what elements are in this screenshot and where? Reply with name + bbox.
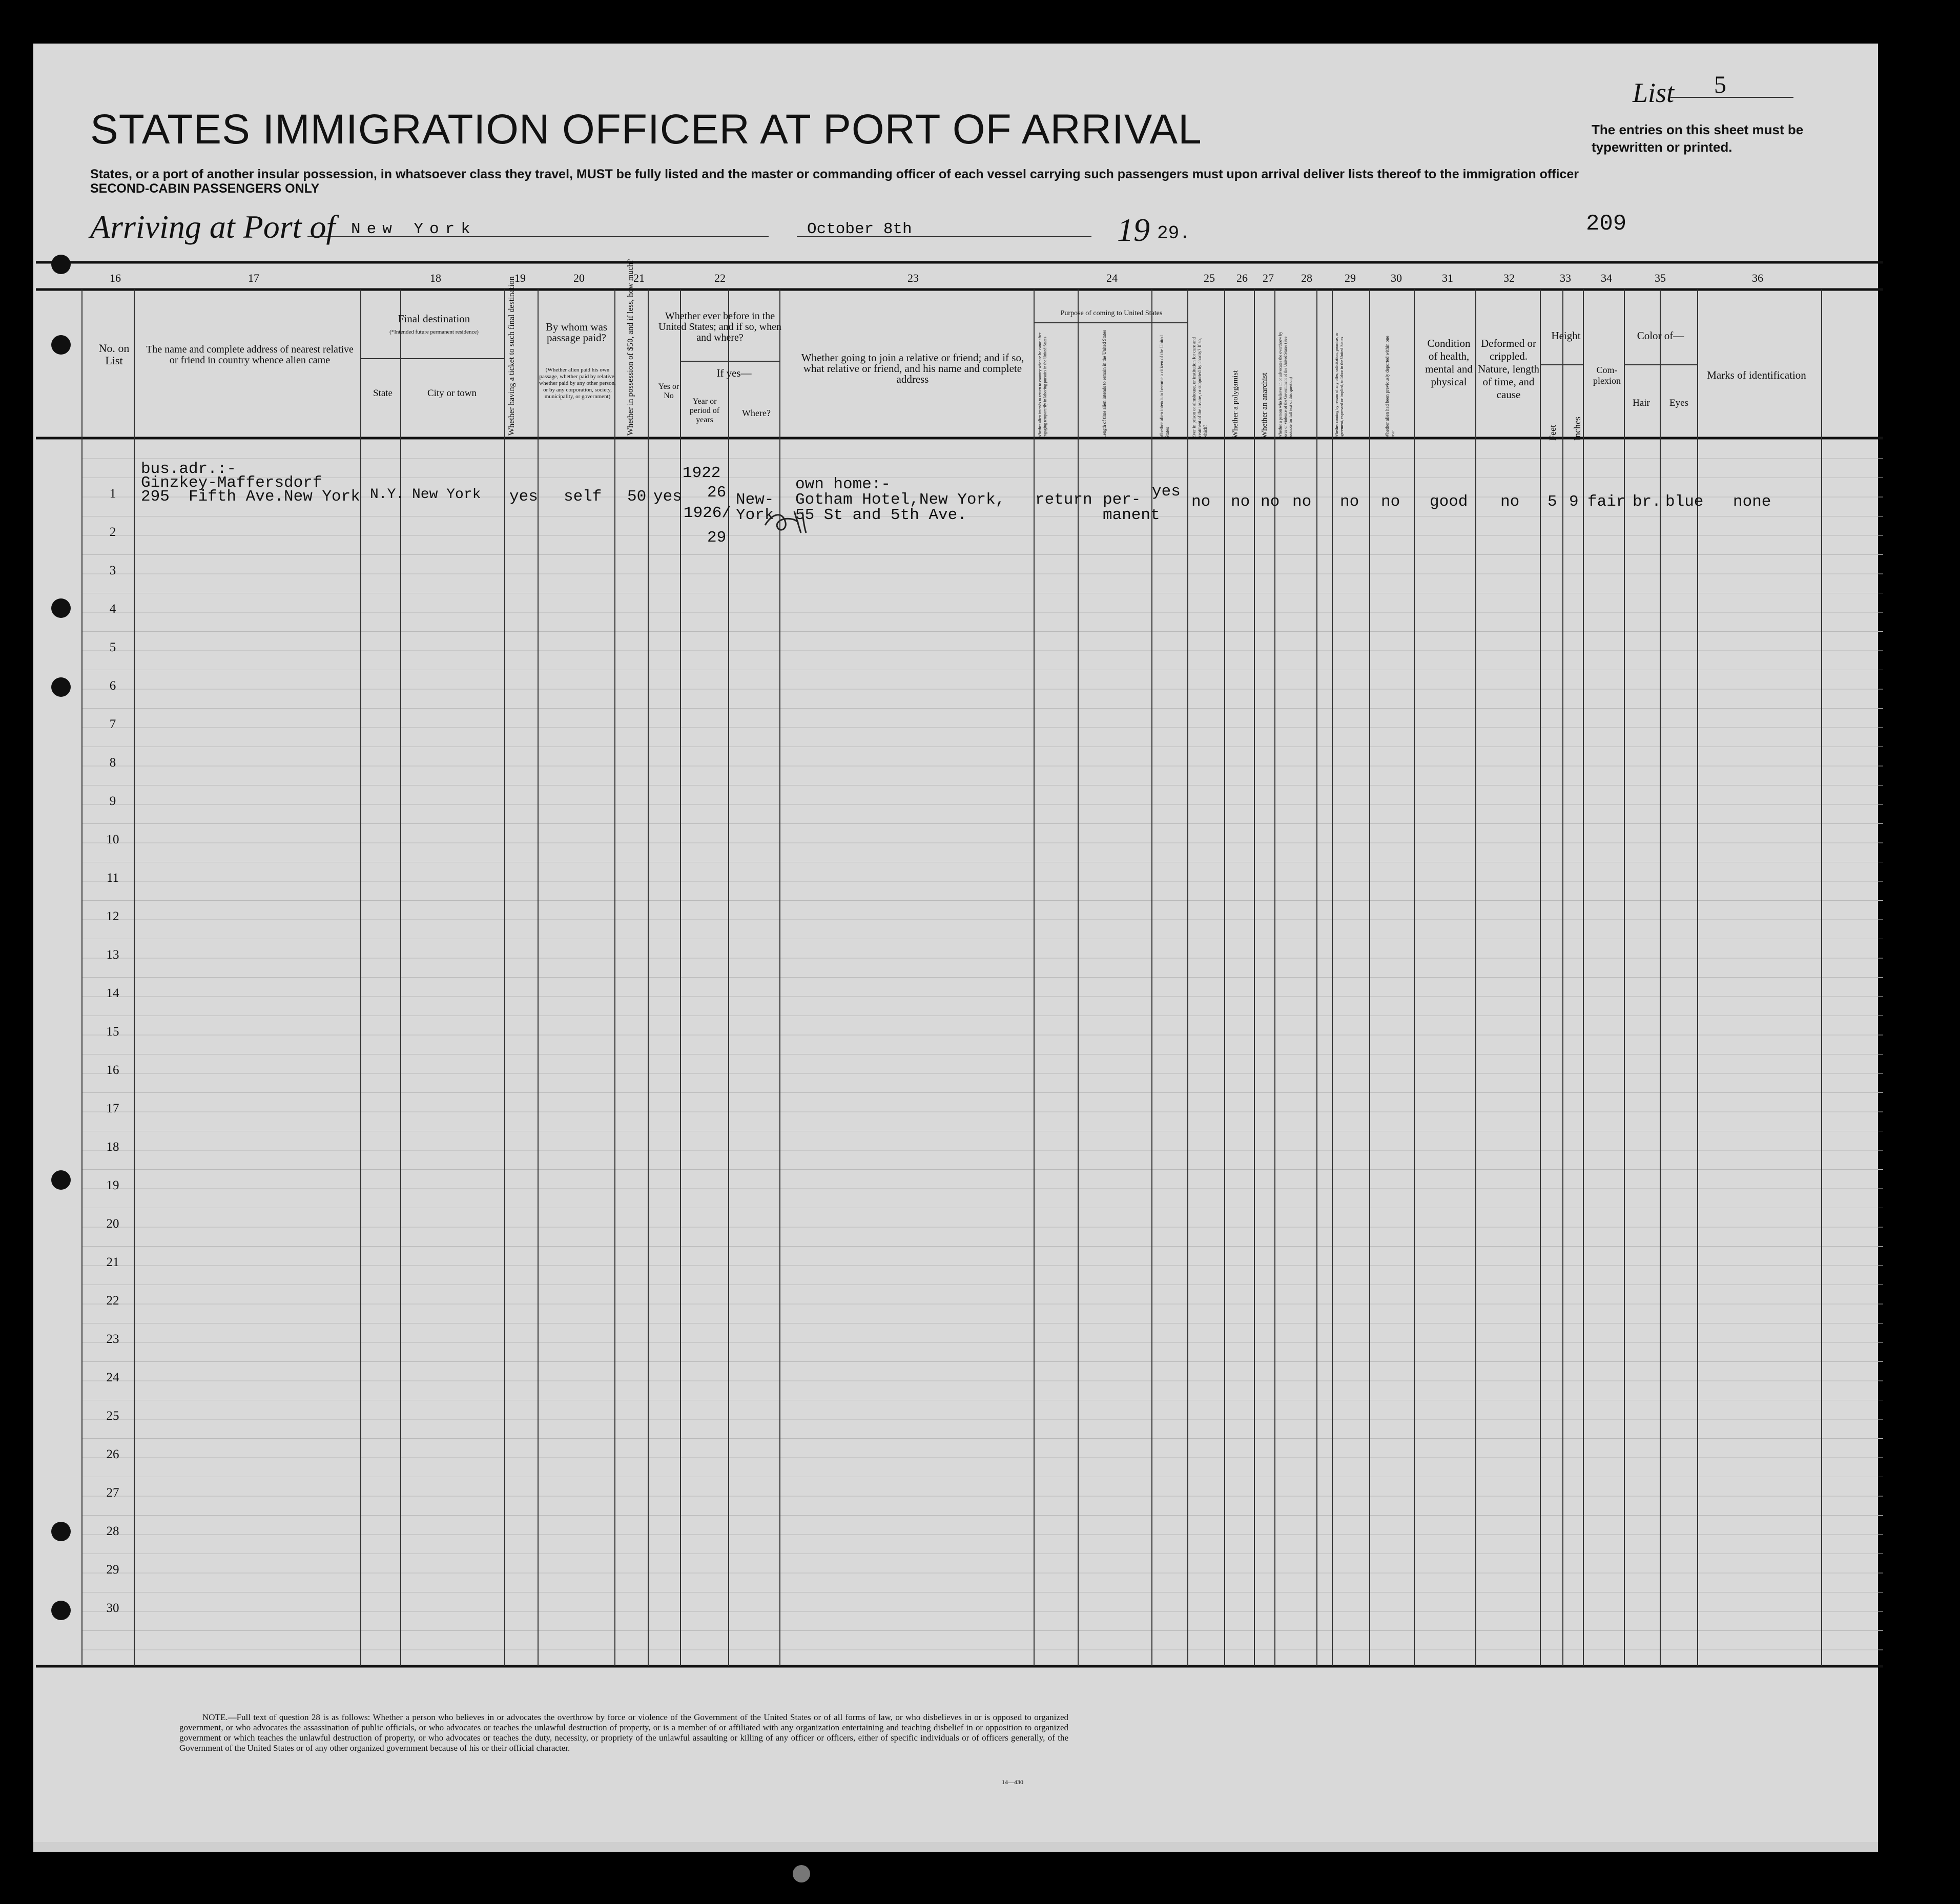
col-num-17: 17 (248, 272, 259, 284)
binder-hole-8 (793, 1865, 810, 1882)
col-num-21: 21 (633, 272, 645, 284)
row-number: 6 (109, 679, 116, 693)
entry-length-2: manent (1103, 506, 1160, 524)
handwritten-annotation (762, 507, 809, 538)
entry-feet: 5 (1548, 493, 1557, 511)
col-num-35: 35 (1655, 272, 1666, 284)
row-number: 10 (106, 833, 119, 846)
row-number: 21 (106, 1255, 119, 1269)
col-num-28: 28 (1301, 272, 1312, 284)
binder-hole-3 (51, 598, 71, 618)
binder-hole-7 (51, 1601, 71, 1620)
row-number: 29 (106, 1563, 119, 1577)
header-relative-address: The name and complete address of nearest relative or friend in country whence alien came (146, 344, 354, 366)
entry-deported: no (1381, 493, 1400, 511)
row-number: 8 (109, 756, 116, 770)
header-marks: Marks of identification (1707, 369, 1806, 381)
entry-ticket: yes (509, 488, 538, 506)
row-number: 20 (106, 1217, 119, 1231)
page-number: 209 (1586, 211, 1627, 237)
entry-return: return (1035, 491, 1092, 509)
header-passage: By whom was passage paid? (545, 321, 608, 344)
header-purpose-citizen: Whether alien intends to become a citizen of the United States (1159, 335, 1170, 438)
row-number: 2 (109, 525, 116, 539)
entry-q28: no (1292, 493, 1312, 511)
col-num-36: 36 (1752, 272, 1763, 284)
entry-inches: 9 (1569, 493, 1579, 511)
entry-years-3: 1926/ (684, 504, 732, 522)
header-if-yes: If yes— (716, 367, 752, 379)
entry-joining-3: 55 St and 5th Ave. (795, 506, 967, 524)
header-ticket: Whether having a ticket to such final destination (507, 276, 516, 436)
header-state: State (373, 388, 393, 399)
row-number: 19 (106, 1178, 119, 1192)
entry-state: N.Y. (370, 487, 405, 503)
header-before-in-us: Whether ever before in the United States; and if so, when and where? (658, 311, 781, 343)
row-number: 16 (106, 1063, 119, 1077)
header-year-period: Year or period of years (689, 397, 720, 424)
row-number: 5 (109, 640, 116, 654)
entry-years-2: 26 (707, 484, 727, 502)
header-deformed: Deformed or crippled. Nature, length of time, and cause (1477, 337, 1540, 401)
row-number: 7 (109, 717, 116, 731)
header-no-on-list: No. on List (98, 342, 130, 367)
binder-hole-1 (51, 255, 71, 274)
entry-health: good (1430, 493, 1468, 511)
row-number: 4 (109, 602, 116, 616)
entry-citizen: yes (1152, 483, 1181, 501)
row-number: 24 (106, 1371, 119, 1384)
header-yes-or-no: Yes or No (658, 382, 679, 400)
row-number: 15 (106, 1025, 119, 1039)
col-num-20: 20 (573, 272, 585, 284)
entry-deformed: no (1500, 493, 1520, 511)
list-label: List (1633, 77, 1675, 108)
row-number: 26 (106, 1447, 119, 1461)
header-passage-note: (Whether alien paid his own passage, whether paid by relative, whether paid by any other person, or by any corporation, society, municipality, or government) (539, 367, 616, 400)
entry-anarchist: no (1261, 493, 1280, 511)
header-city: City or town (427, 388, 477, 399)
col-num-24: 24 (1106, 272, 1118, 284)
header-inches: Inches (1572, 417, 1582, 441)
binder-hole-5 (51, 1170, 71, 1190)
col-num-19: 19 (514, 272, 526, 284)
header-feet: Feet (1548, 425, 1558, 441)
header-joining: Whether going to join a relative or friend; and if so, what relative or friend, and his name and complete address (801, 351, 1024, 385)
entry-polygamist: no (1231, 493, 1250, 511)
entry-years-1: 1922 (683, 464, 721, 482)
entry-hair: br. (1633, 493, 1661, 511)
passenger-class: SECOND-CABIN PASSENGERS ONLY (90, 181, 320, 196)
intro-text: States, or a port of another insular possession, in whatsoever class they travel, MUST be fully listed and the master or commanding officer of each vessel carrying such passengers must upon arrival deliver lists thereof to the immigration officer (90, 167, 1579, 181)
arrival-date: October 8th (807, 220, 912, 238)
header-contract-labor: Whether coming by reason of any offer, solicitation, promise, or agreement, expressed or implied, to labor in the United States (1334, 333, 1344, 438)
entry-length-1: per- (1103, 491, 1141, 509)
col-num-33: 33 (1560, 272, 1571, 284)
entry-joining-2: Gotham Hotel,New York, (795, 491, 1005, 509)
entry-where-2: York (736, 506, 774, 524)
header-prison: Ever in prison or almshouse, or institution for care and treatment of the insane, or supported by charity? If so, which? (1191, 337, 1208, 438)
col-num-26: 26 (1236, 272, 1248, 284)
row-number: 30 (106, 1601, 119, 1615)
entry-eyes: blue (1665, 493, 1704, 511)
col-num-32: 32 (1503, 272, 1515, 284)
header-question-28: Whether a person who believes in or advocates the overthrow by force or violence of the Government of the United States (See footnote for full text of this question) (1278, 332, 1293, 438)
row-number: 9 (109, 794, 116, 808)
row-number: 11 (106, 871, 119, 885)
row-number: 22 (106, 1294, 119, 1308)
header-hair: Hair (1633, 398, 1650, 408)
row-number: 14 (106, 986, 119, 1000)
row-number: 17 (106, 1102, 119, 1115)
header-purpose: Purpose of coming to United States (1060, 309, 1163, 317)
row-number: 23 (106, 1332, 119, 1346)
binder-hole-4 (51, 677, 71, 697)
row-number: 28 (106, 1524, 119, 1538)
entry-contract: no (1340, 493, 1359, 511)
year-prefix: 19 (1117, 212, 1150, 248)
header-condition: Condition of health, mental and physical (1425, 337, 1473, 388)
entry-joining-1: own home:- (795, 475, 891, 493)
col-num-18: 18 (430, 272, 441, 284)
col-num-22: 22 (714, 272, 726, 284)
header-anarchist: Whether an anarchist (1261, 372, 1269, 438)
header-purpose-length: Length of time alien intends to remain in the United States (1102, 330, 1107, 438)
col-num-27: 27 (1263, 272, 1274, 284)
row-number: 27 (106, 1486, 119, 1500)
entry-relative-line-2: Ginzkey-Maffersdorf (141, 474, 322, 492)
row-number: 25 (106, 1409, 119, 1423)
entry-city: New York (412, 487, 481, 503)
row-number: 18 (106, 1140, 119, 1154)
header-eyes: Eyes (1669, 398, 1688, 408)
typewritten-instruction: The entries on this sheet must be typewritten or printed. (1592, 122, 1804, 155)
entry-marks: none (1733, 493, 1771, 511)
row-number: 3 (109, 564, 116, 577)
entry-where-1: New- (736, 491, 774, 509)
list-number: 5 (1714, 71, 1726, 98)
col-num-34: 34 (1601, 272, 1612, 284)
entry-relative-line-3: 295 Fifth Ave.New York (141, 488, 360, 506)
entry-complexion: fair (1587, 493, 1626, 511)
header-color-of: Color of— (1637, 329, 1684, 342)
entry-before: yes (653, 488, 682, 506)
col-num-23: 23 (907, 272, 919, 284)
form-number: 14—430 (1002, 1778, 1023, 1786)
col-num-29: 29 (1345, 272, 1356, 284)
col-num-31: 31 (1442, 272, 1453, 284)
arriving-label: Arriving at Port of (90, 209, 336, 245)
port-name: New York (351, 220, 477, 238)
row-number: 13 (106, 948, 119, 962)
header-purpose-return: Whether alien intends to return to country whence he came after engaging temporarily in laboring pursuits in the United States (1038, 333, 1047, 438)
header-complexion: Com-plexion (1593, 365, 1621, 386)
entry-prison: no (1191, 493, 1211, 511)
entry-relative-line-1: bus.adr.:- (141, 460, 237, 478)
row-number: 1 (109, 487, 116, 501)
entry-years-4: 29 (707, 529, 727, 547)
binder-hole-2 (51, 335, 71, 355)
header-final-destination-note: (*Intended future permanent residence) (389, 329, 479, 335)
header-polygamist: Whether a polygamist (1231, 370, 1240, 438)
header-money: Whether in possession of $50, and if less, how much? (626, 259, 635, 436)
row-number: 12 (106, 909, 119, 923)
year-suffix: 29. (1157, 223, 1190, 244)
page-title: STATES IMMIGRATION OFFICER AT PORT OF ARRIVAL (90, 106, 1202, 153)
binder-hole-6 (51, 1522, 71, 1541)
entry-money: 50 (627, 488, 647, 506)
col-num-30: 30 (1391, 272, 1402, 284)
col-num-25: 25 (1204, 272, 1215, 284)
entry-passage: self (564, 488, 602, 506)
header-height: Height (1551, 329, 1581, 342)
col-num-16: 16 (110, 272, 121, 284)
header-where: Where? (742, 408, 771, 418)
header-deported: Whether alien had been previously deported within one year (1385, 336, 1395, 438)
footnote-question-28: NOTE.—Full text of question 28 is as follows: Whether a person who believes in or advocates the overthrow by force or violence of the Government of the United States or of all forms of law, or who disbelieves in or is opposed to organized government, or who advocates the assassination of public officials, or who advocates or teaches the unlawful destruction of property, or is a member of or affiliated with any organization entertaining and teaching disbelief in or opposition to organized government or which teaches the unlawful destruction of property, or who advocates or teaches the duty, necessity, or propriety of the unlawful assaulting or killing of any officer or officers, either of specific individuals or of officers generally, of the Government of the United States or of any other organized government because of his or their official character. (179, 1712, 1068, 1753)
header-final-destination: Final destination (398, 313, 470, 325)
